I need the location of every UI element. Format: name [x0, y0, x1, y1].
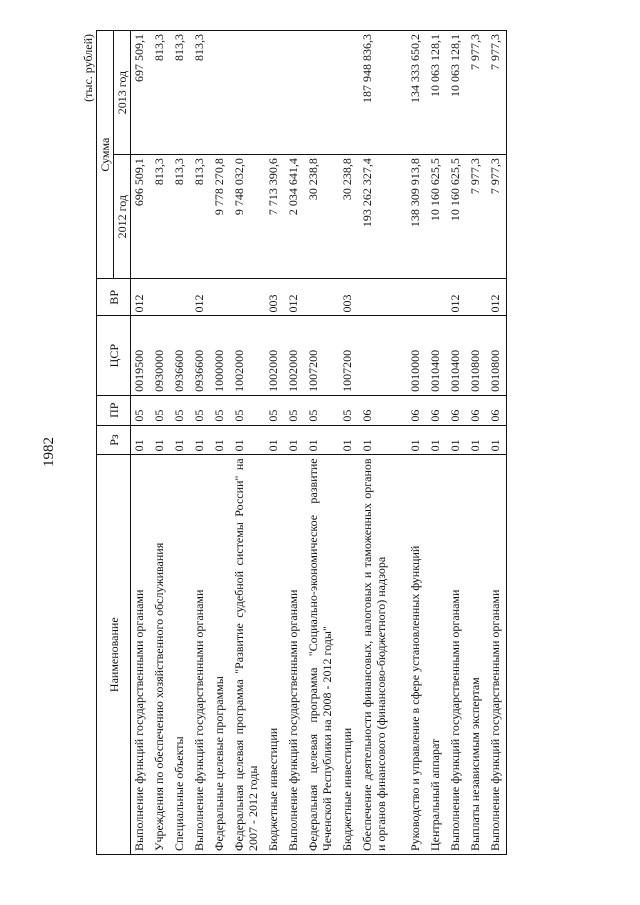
cell-vr: 012 — [191, 279, 211, 316]
cell-y2013: 697 509,1 — [131, 31, 151, 155]
cell-csr: 1007200 — [305, 316, 339, 395]
cell-name: Руководство и управление в сфере установленных функций — [407, 455, 427, 855]
cell-pr: 05 — [211, 395, 231, 425]
cell-pr: 05 — [191, 395, 211, 425]
cell-vr: 012 — [285, 279, 305, 316]
cell-vr: 012 — [131, 279, 151, 316]
page-number: 1982 — [41, 437, 57, 467]
cell-rz: 01 — [487, 425, 507, 455]
cell-csr: 1002000 — [285, 316, 305, 395]
cell-csr: 0930000 — [151, 316, 171, 395]
cell-rz: 01 — [285, 425, 305, 455]
cell-y2012: 7 977,3 — [487, 155, 507, 279]
cell-csr: 0010000 — [407, 316, 427, 395]
cell-y2012: 30 238,8 — [339, 155, 359, 279]
cell-vr: 012 — [447, 279, 467, 316]
table-row — [339, 31, 359, 855]
cell-vr — [305, 279, 339, 316]
cell-pr: 06 — [427, 395, 447, 425]
table-row — [131, 31, 151, 855]
cell-rz: 01 — [231, 425, 265, 455]
cell-y2013 — [231, 31, 265, 155]
cell-pr: 05 — [265, 395, 285, 425]
cell-vr — [211, 279, 231, 316]
cell-y2012: 7 977,3 — [467, 155, 487, 279]
cell-rz: 01 — [265, 425, 285, 455]
cell-name: Центральный аппарат — [427, 455, 447, 855]
rotated-table-area — [80, 30, 620, 855]
header-year-2012: 2012 год — [114, 155, 131, 279]
cell-rz: 01 — [191, 425, 211, 455]
table-row — [447, 31, 467, 855]
cell-rz: 01 — [467, 425, 487, 455]
cell-y2013: 813,3 — [191, 31, 211, 155]
cell-csr: 1002000 — [231, 316, 265, 395]
header-csr: ЦСР — [97, 316, 131, 395]
table-row — [359, 31, 407, 855]
cell-name: Выполнение функций государственными органами — [191, 455, 211, 855]
table-row — [151, 31, 171, 855]
table-body — [131, 31, 507, 855]
cell-y2013 — [305, 31, 339, 155]
header-name: Наименование — [97, 455, 131, 855]
cell-rz: 01 — [131, 425, 151, 455]
cell-y2013 — [211, 31, 231, 155]
cell-rz: 01 — [305, 425, 339, 455]
cell-y2012: 813,3 — [151, 155, 171, 279]
cell-vr: 003 — [339, 279, 359, 316]
cell-y2013: 7 977,3 — [487, 31, 507, 155]
table-row — [285, 31, 305, 855]
cell-csr: 0010400 — [427, 316, 447, 395]
cell-vr — [151, 279, 171, 316]
cell-y2012: 138 309 913,8 — [407, 155, 427, 279]
cell-csr: 1002000 — [265, 316, 285, 395]
cell-csr: 0936600 — [171, 316, 191, 395]
cell-name: Выполнение функций государственными органами — [285, 455, 305, 855]
cell-pr: 05 — [151, 395, 171, 425]
cell-rz: 01 — [171, 425, 191, 455]
table-row — [305, 31, 339, 855]
cell-y2012: 813,3 — [191, 155, 211, 279]
table-row — [265, 31, 285, 855]
table-row — [231, 31, 265, 855]
cell-y2013: 10 063 128,1 — [447, 31, 467, 155]
cell-y2013: 7 977,3 — [467, 31, 487, 155]
cell-pr: 06 — [447, 395, 467, 425]
header-year-2013: 2013 год — [114, 31, 131, 155]
header-rz: Рз — [97, 425, 131, 455]
cell-y2013 — [339, 31, 359, 155]
cell-y2013: 187 948 836,3 — [359, 31, 407, 155]
cell-vr: 003 — [265, 279, 285, 316]
cell-pr: 05 — [285, 395, 305, 425]
cell-name: Выплаты независимым экспертам — [467, 455, 487, 855]
table-row — [171, 31, 191, 855]
cell-rz: 01 — [407, 425, 427, 455]
cell-pr: 06 — [487, 395, 507, 425]
table-row — [467, 31, 487, 855]
cell-rz: 01 — [359, 425, 407, 455]
cell-csr: 0010800 — [467, 316, 487, 395]
cell-pr: 06 — [407, 395, 427, 425]
table-row — [191, 31, 211, 855]
cell-name: Обеспечение деятельности финансовых, налоговых и таможенных органов и органов финансового (финансово-бюджетного) надзора — [359, 455, 407, 855]
table-row — [427, 31, 447, 855]
cell-y2013 — [285, 31, 305, 155]
cell-name: Бюджетные инвестиции — [339, 455, 359, 855]
cell-rz: 01 — [211, 425, 231, 455]
cell-csr: 0936600 — [191, 316, 211, 395]
cell-csr: 0010800 — [487, 316, 507, 395]
cell-y2013 — [265, 31, 285, 155]
cell-y2013: 10 063 128,1 — [427, 31, 447, 155]
cell-vr: 012 — [487, 279, 507, 316]
cell-vr — [359, 279, 407, 316]
cell-pr: 05 — [131, 395, 151, 425]
cell-pr: 06 — [467, 395, 487, 425]
cell-pr: 05 — [305, 395, 339, 425]
cell-csr: 0019500 — [131, 316, 151, 395]
cell-y2012: 2 034 641,4 — [285, 155, 305, 279]
cell-name: Федеральная целевая программа "Развитие судебной системы России" на 2007 - 2012 годы — [231, 455, 265, 855]
cell-name: Бюджетные инвестиции — [265, 455, 285, 855]
cell-csr: 1007200 — [339, 316, 359, 395]
cell-y2012: 10 160 625,5 — [427, 155, 447, 279]
cell-name: Федеральная целевая программа "Социально-экономическое развитие Чеченской Республики на 2008 - 2012 годы" — [305, 455, 339, 855]
cell-name: Выполнение функций государственными органами — [131, 455, 151, 855]
cell-y2013: 134 333 650,2 — [407, 31, 427, 155]
cell-y2013: 813,3 — [171, 31, 191, 155]
table-row — [487, 31, 507, 855]
cell-csr — [359, 316, 407, 395]
cell-pr: 05 — [171, 395, 191, 425]
cell-y2013: 813,3 — [151, 31, 171, 155]
cell-vr — [427, 279, 447, 316]
cell-y2012: 10 160 625,5 — [447, 155, 467, 279]
cell-y2012: 813,3 — [171, 155, 191, 279]
header-row-top — [97, 31, 114, 855]
table-row — [211, 31, 231, 855]
cell-csr: 0010400 — [447, 316, 467, 395]
cell-rz: 01 — [339, 425, 359, 455]
cell-pr: 06 — [359, 395, 407, 425]
units-note: (тыс. рублей) — [81, 34, 95, 102]
cell-rz: 01 — [427, 425, 447, 455]
cell-y2012: 9 748 032,0 — [231, 155, 265, 279]
cell-rz: 01 — [151, 425, 171, 455]
cell-pr: 05 — [231, 395, 265, 425]
header-vr: ВР — [97, 279, 131, 316]
cell-pr: 05 — [339, 395, 359, 425]
cell-y2012: 9 778 270,8 — [211, 155, 231, 279]
cell-y2012: 193 262 327,4 — [359, 155, 407, 279]
cell-name: Учреждения по обеспечению хозяйственного обслуживания — [151, 455, 171, 855]
cell-vr — [467, 279, 487, 316]
cell-name: Выполнение функций государственными органами — [487, 455, 507, 855]
header-sum: Сумма — [97, 31, 114, 279]
cell-name: Специальные объекты — [171, 455, 191, 855]
cell-vr — [407, 279, 427, 316]
cell-y2012: 30 238,8 — [305, 155, 339, 279]
cell-y2012: 7 713 390,6 — [265, 155, 285, 279]
cell-vr — [171, 279, 191, 316]
cell-vr — [231, 279, 265, 316]
cell-name: Федеральные целевые программы — [211, 455, 231, 855]
header-pr: ПР — [97, 395, 131, 425]
table-row — [407, 31, 427, 855]
cell-csr: 1000000 — [211, 316, 231, 395]
budget-table — [96, 30, 507, 855]
cell-name: Выполнение функций государственными органами — [447, 455, 467, 855]
cell-y2012: 696 509,1 — [131, 155, 151, 279]
cell-rz: 01 — [447, 425, 467, 455]
